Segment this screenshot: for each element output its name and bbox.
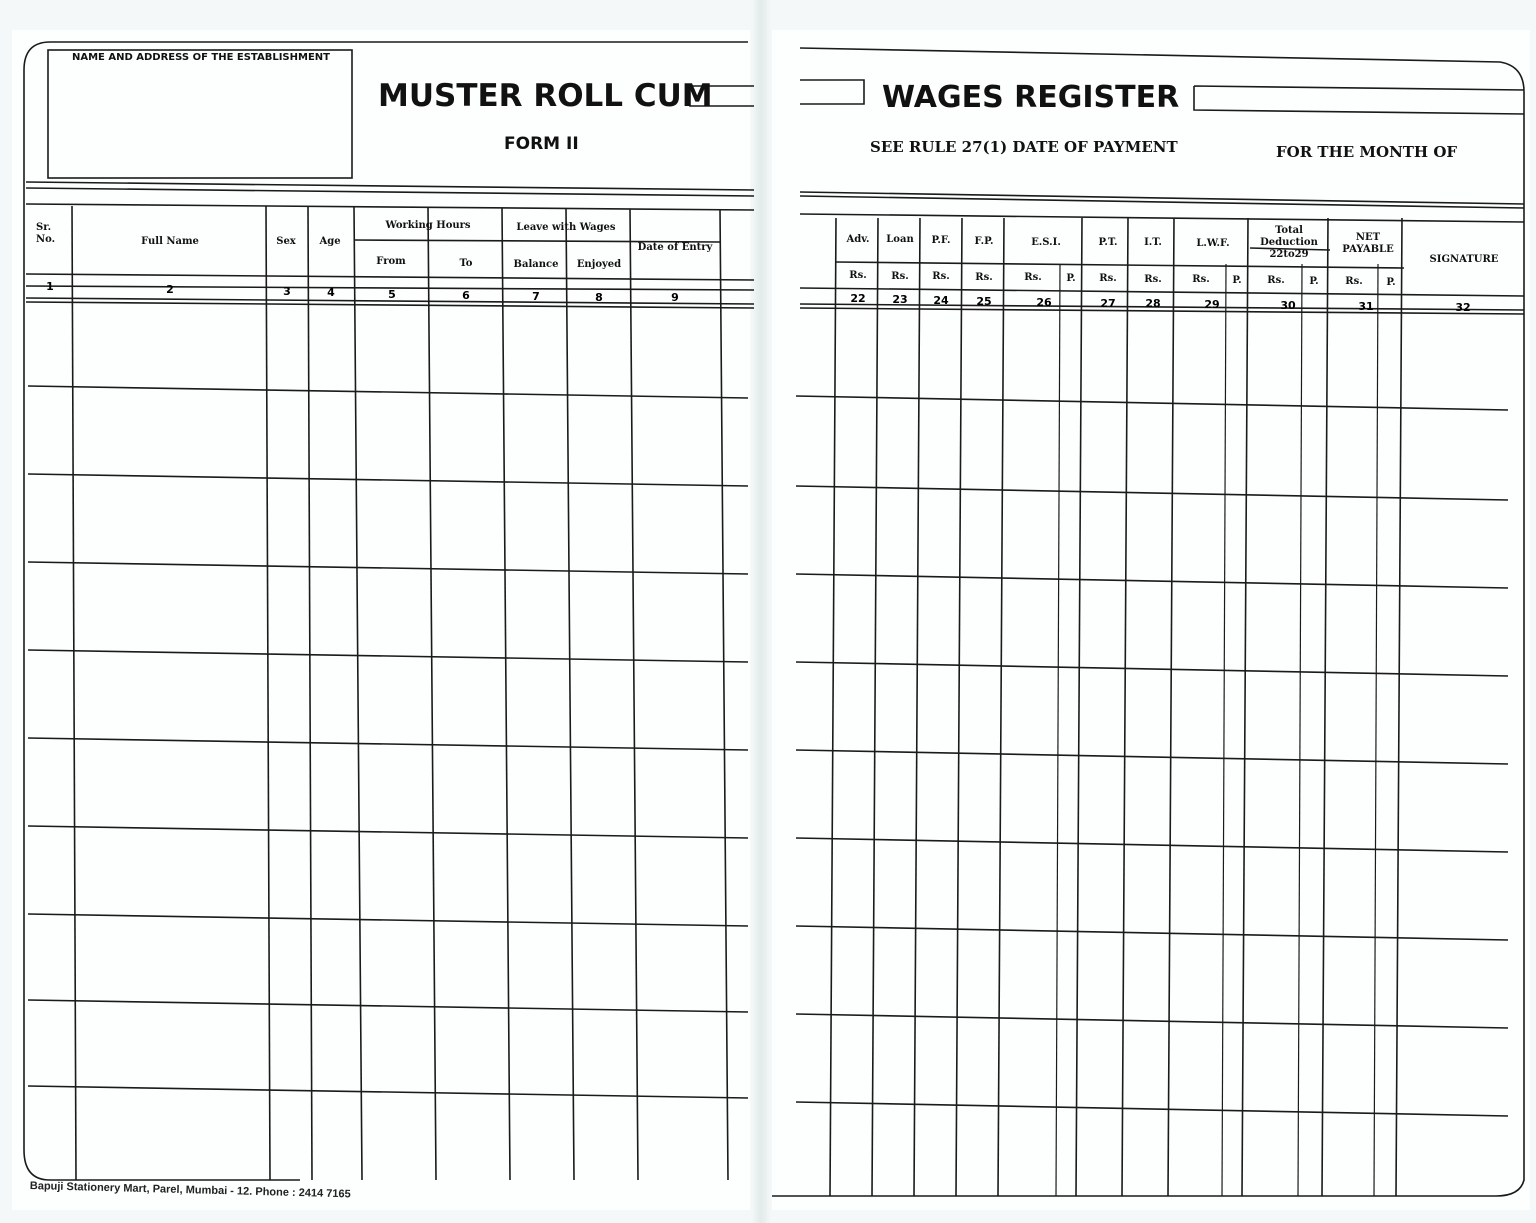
- left-col-number-4: 4: [327, 286, 335, 299]
- form-number: FORM II: [504, 134, 579, 154]
- full-name-header: Full Name: [141, 236, 199, 247]
- left-col-line-8: [720, 209, 728, 1180]
- right-col-number-27: 27: [1100, 296, 1116, 310]
- left-row-line-6: [28, 914, 748, 926]
- unit-label-1: Rs.: [891, 270, 909, 282]
- right-col-number-32: 32: [1455, 301, 1471, 314]
- right-col-line-4: [998, 218, 1004, 1196]
- left-col-number-5: 5: [388, 288, 396, 301]
- working-hours-header: Working Hours: [385, 220, 471, 231]
- right-col-line-2: [914, 218, 920, 1196]
- left-col-number-3: 3: [283, 285, 291, 298]
- left-header-divider: [26, 274, 754, 280]
- unit-label-3: Rs.: [975, 271, 993, 283]
- left-row-line-8: [28, 1086, 748, 1098]
- unit-label-12: Rs.: [1345, 276, 1363, 287]
- left-row-line-3: [28, 650, 748, 662]
- right-col-line-6: [1122, 218, 1128, 1196]
- left-row-line-1: [28, 474, 748, 486]
- right-subcol-line-3: [1374, 264, 1378, 1196]
- left-row-line-2: [28, 562, 748, 574]
- left-row-line-4: [28, 738, 748, 750]
- right-table-top: [800, 214, 1524, 222]
- right-col-number-29: 29: [1204, 298, 1220, 312]
- right-col-number-22: 22: [850, 292, 866, 305]
- fp-header: F.P.: [974, 236, 994, 247]
- left-col-number-2: 2: [166, 283, 174, 296]
- unit-label-11: P.: [1309, 275, 1319, 287]
- sr-no-header: Sr. No.: [36, 222, 56, 245]
- left-row-line-7: [28, 1000, 748, 1012]
- age-header: Age: [319, 236, 341, 247]
- right-col-line-7: [1168, 218, 1174, 1196]
- right-col-number-31: 31: [1358, 300, 1374, 314]
- left-col-line-1: [266, 206, 270, 1180]
- pf-header: P.F.: [931, 235, 951, 246]
- date-of-entry-header: Date of Entry: [637, 242, 713, 253]
- unit-label-4: Rs.: [1024, 272, 1042, 283]
- right-col-line-3: [956, 218, 962, 1196]
- wages-register-title: WAGES REGISTER: [882, 80, 1180, 115]
- right-row-line-7: [796, 1014, 1508, 1028]
- title-box-right-left: [800, 80, 864, 104]
- left-col-line-3: [354, 207, 362, 1180]
- right-col-line-5: [1076, 218, 1082, 1196]
- to-header: To: [459, 258, 473, 269]
- left-col-line-6: [566, 208, 574, 1180]
- sex-header: Sex: [276, 236, 296, 247]
- unit-label-2: Rs.: [932, 271, 950, 282]
- left-col-number-9: 9: [671, 291, 679, 304]
- left-col-line-4: [428, 208, 436, 1180]
- adv-header: Adv.: [846, 234, 870, 245]
- loan-header: Loan: [886, 234, 914, 245]
- left-col-number-8: 8: [595, 291, 603, 304]
- right-col-number-28: 28: [1145, 297, 1161, 311]
- pt-header: P.T.: [1098, 237, 1118, 248]
- right-subcol-line-2: [1298, 264, 1302, 1196]
- left-page-border: [24, 42, 748, 1180]
- left-col-line-7: [630, 209, 638, 1180]
- unit-label-10: Rs.: [1267, 275, 1285, 286]
- enjoyed-header: Enjoyed: [576, 259, 622, 270]
- printer-footer: Bapuji Stationery Mart, Parel, Mumbai - 12. Phone : 2414 7165: [29, 1180, 351, 1201]
- right-col-number-26: 26: [1036, 295, 1052, 309]
- establishment-label: NAME AND ADDRESS OF THE ESTABLISHMENT: [72, 52, 330, 63]
- left-col-line-0: [72, 206, 76, 1180]
- left-col-number-1: 1: [46, 280, 54, 293]
- right-col-number-23: 23: [892, 292, 908, 306]
- right-row-line-8: [796, 1102, 1508, 1116]
- balance-header: Balance: [513, 259, 559, 270]
- left-table-top: [26, 204, 754, 210]
- signature-header: SIGNATURE: [1429, 254, 1499, 265]
- unit-label-13: P.: [1386, 276, 1396, 288]
- from-header: From: [376, 256, 406, 267]
- left-row-line-5: [28, 826, 748, 838]
- unit-label-7: Rs.: [1144, 273, 1162, 285]
- right-col-line-8: [1242, 218, 1248, 1196]
- rule-date-of-payment: SEE RULE 27(1) DATE OF PAYMENT: [870, 138, 1178, 156]
- right-col-line-10: [1396, 218, 1402, 1196]
- right-col-line-9: [1322, 218, 1328, 1196]
- left-row-line-0: [28, 386, 748, 398]
- right-row-line-4: [796, 750, 1508, 764]
- left-col-number-7: 7: [532, 290, 540, 303]
- net-payable-header: NET PAYABLE: [1342, 232, 1394, 255]
- right-row-line-2: [796, 574, 1508, 588]
- right-row-line-1: [796, 486, 1508, 500]
- unit-label-6: Rs.: [1099, 273, 1117, 284]
- establishment-box: [48, 50, 352, 178]
- unit-label-0: Rs.: [849, 270, 867, 281]
- right-row-line-6: [796, 926, 1508, 940]
- left-col-line-5: [502, 208, 510, 1180]
- total-deduction-header: Total Deduction 22to29: [1260, 225, 1318, 260]
- leave-with-wages-header: Leave with Wages: [516, 222, 616, 233]
- right-col-number-30: 30: [1280, 299, 1296, 313]
- right-unit-divider: [836, 262, 1404, 268]
- it-header: I.T.: [1144, 237, 1162, 248]
- lwf-header: L.W.F.: [1196, 238, 1230, 249]
- right-col-number-24: 24: [933, 293, 949, 307]
- right-col-number-25: 25: [976, 294, 992, 308]
- unit-label-8: Rs.: [1192, 274, 1210, 285]
- right-row-line-5: [796, 838, 1508, 852]
- left-col-number-6: 6: [462, 289, 470, 302]
- for-the-month-of: FOR THE MONTH OF: [1276, 143, 1458, 161]
- right-subcol-line-0: [1056, 264, 1060, 1196]
- left-col-line-2: [308, 207, 312, 1180]
- right-col-line-1: [872, 218, 878, 1196]
- unit-label-9: P.: [1232, 274, 1242, 286]
- right-col-line-0: [830, 218, 836, 1196]
- right-row-line-3: [796, 662, 1508, 676]
- title-box-right: [1194, 86, 1524, 114]
- esi-header: E.S.I.: [1031, 237, 1061, 248]
- muster-roll-title: MUSTER ROLL CUM: [378, 78, 713, 114]
- unit-label-5: P.: [1066, 272, 1076, 284]
